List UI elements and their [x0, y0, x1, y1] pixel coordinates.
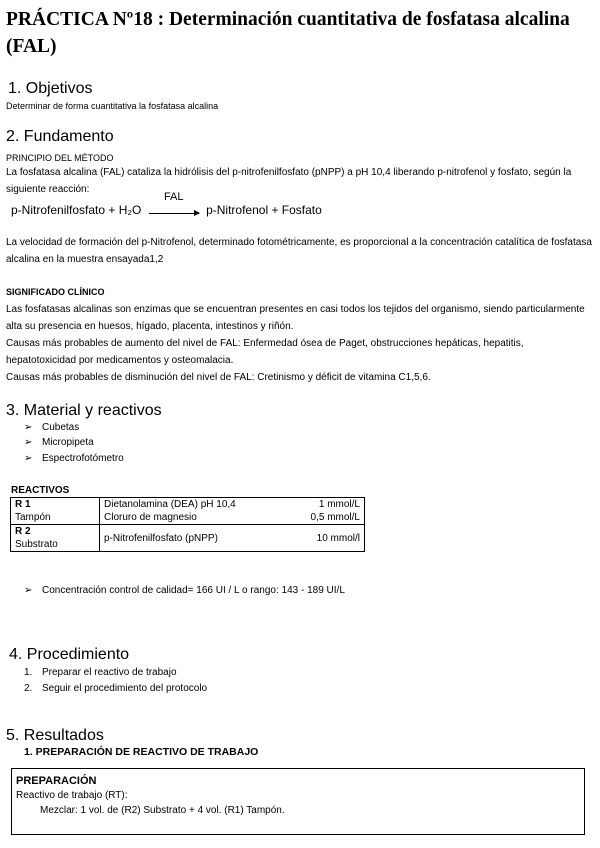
bullet-icon: ➢: [24, 422, 33, 433]
clinico-title: SIGNIFICADO CLÍNICO: [6, 287, 105, 297]
reaction-arrow: [149, 191, 199, 214]
reagent-component: p-Nitrofenilfosfato (pNPP): [104, 532, 218, 544]
equation-reactants: p-Nitrofenilfosfato + H₂O: [11, 203, 142, 217]
bullet-icon: ➢: [24, 437, 33, 448]
velocidad-text: La velocidad de formación del p-Nitrofenol, determinado fotométricamente, es proporcional a la concentración catalítica de fosfatasa alcalina en la muestra ensayada1,2: [6, 237, 592, 265]
principio-text: La fosfatasa alcalina (FAL) cataliza la hidrólisis del p-nitrofenilfosfato (pNPP) a pH 10,4 liberando p-nitrofenol y fosfato, según la siguiente reacción:: [6, 167, 572, 195]
section-heading-procedimiento: 4. Procedimiento: [9, 646, 130, 663]
reagent-concentration: 0,5 mmol/L: [310, 512, 360, 523]
reagent-type: Substrato: [15, 539, 58, 550]
objetivos-text: Determinar de forma cuantitativa la fosfatasa alcalina: [6, 101, 219, 111]
section-heading-resultados: 5. Resultados: [6, 727, 104, 744]
reagent-name: R 1: [15, 499, 31, 510]
reactivos-title: REACTIVOS: [11, 485, 70, 496]
resultados-subheading: 1. PREPARACIÓN DE REACTIVO DE TRABAJO: [24, 746, 259, 758]
section-heading-objetivos: 1. Objetivos: [8, 80, 93, 97]
bullet-icon: ➢: [24, 585, 33, 596]
reaction-equation: [11, 191, 322, 217]
reagent-concentration: 1 mmol/L: [318, 499, 360, 510]
clinico-paragraph-1: Las fosfatasas alcalinas son enzimas que se encuentran presentes en casi todos los tejidos del organismo, siendo particularmente alta su presencia en huesos, hígado, placenta, intestinos y riñón.: [6, 304, 585, 332]
principio-title: PRINCIPIO DEL MÉTODO: [6, 153, 114, 163]
procedure-step: 1. Preparar el reactivo de trabajo: [24, 667, 177, 678]
material-item: ➢ Espectrofotómetro: [24, 453, 124, 464]
preparacion-line: Reactivo de trabajo (RT):: [16, 790, 128, 801]
control-text: Concentración control de calidad= 166 UI / L o rango: 143 - 189 UI/L: [42, 585, 345, 596]
reagent-component: Cloruro de magnesio: [104, 512, 197, 523]
reagent-component: Dietanolamina (DEA) pH 10,4: [104, 499, 236, 510]
reagent-name: R 2: [15, 526, 31, 537]
section-heading-material: 3. Material y reactivos: [6, 402, 162, 419]
preparacion-title: PREPARACIÓN: [16, 775, 97, 787]
equation-products: p-Nitrofenol + Fosfato: [206, 203, 322, 217]
procedure-step: 2. Seguir el procedimiento del protocolo: [24, 683, 208, 694]
reactivos-table: [10, 497, 365, 552]
page-title: PRÁCTICA Nº18 : Determinación cuantitativa de fosfatasa alcalina (FAL): [6, 9, 570, 57]
material-item: ➢ Cubetas: [24, 422, 80, 433]
section-heading-fundamento: 2. Fundamento: [6, 128, 114, 145]
table-row: [11, 525, 365, 552]
control-item: [24, 585, 345, 596]
clinico-paragraph-3: Causas más probables de disminución del nivel de FAL: Cretinismo y déficit de vitamina C1,5,6.: [6, 372, 431, 383]
clinico-paragraph-2: Causas más probables de aumento del nivel de FAL: Enfermedad ósea de Paget, obstrucciones hepáticas, hepatitis, hepatotoxicidad por medicamentos y osteomalacia.: [6, 338, 524, 366]
material-item: ➢ Micropipeta: [24, 437, 94, 448]
preparacion-box: [11, 768, 585, 835]
equation-enzyme: FAL: [163, 191, 184, 203]
preparacion-instruction: Mezclar: 1 vol. de (R2) Substrato + 4 vol. (R1) Tampón.: [40, 805, 285, 816]
table-row: [11, 498, 365, 525]
reagent-type: Tampón: [15, 512, 51, 523]
reagent-concentration: 10 mmol/l: [316, 532, 360, 544]
bullet-icon: ➢: [24, 453, 33, 464]
